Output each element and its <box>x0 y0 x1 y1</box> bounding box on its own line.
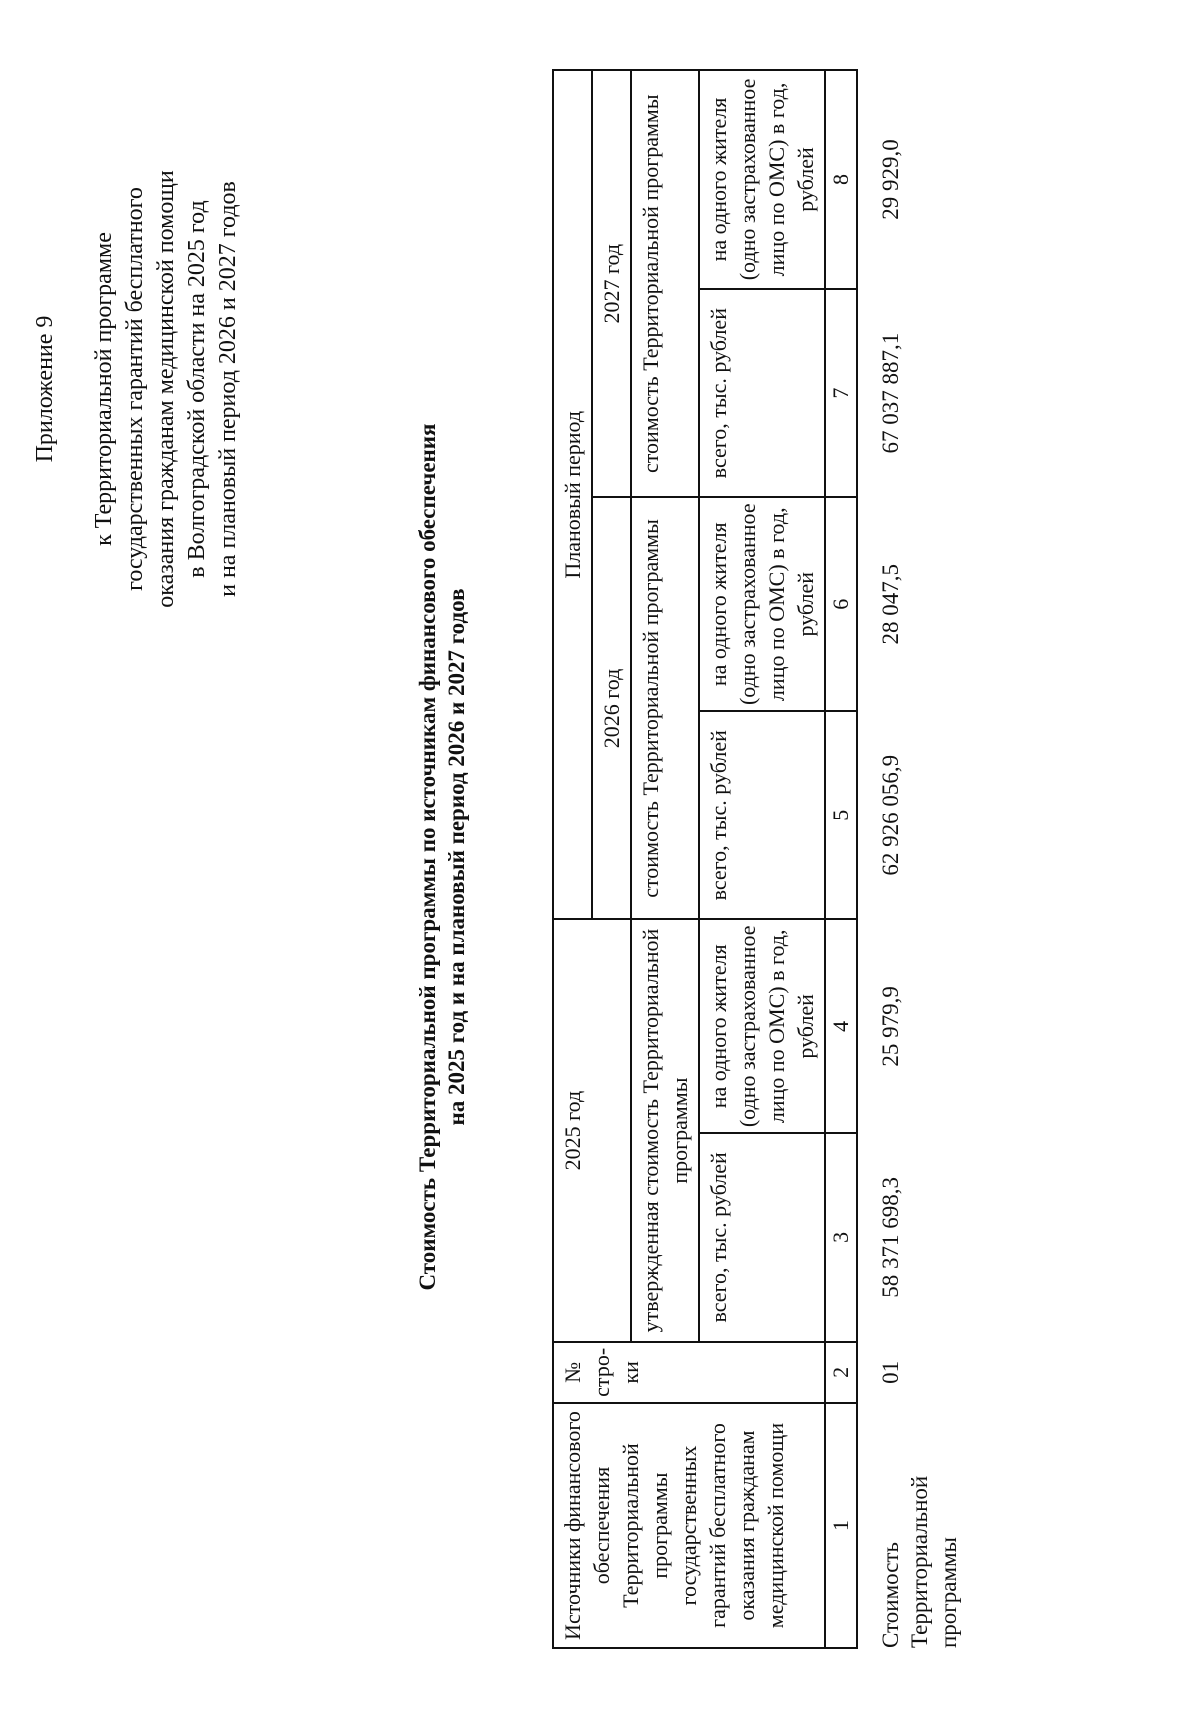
header-planned-period: Плановый период <box>553 70 592 920</box>
title-line-1: Стоимость Территориальной программы по источникам финансового обеспечения <box>415 423 440 1291</box>
document-title <box>413 0 471 1714</box>
column-number: 7 <box>825 289 857 497</box>
column-number: 2 <box>825 1342 857 1403</box>
column-number: 3 <box>825 1133 857 1341</box>
header-total-2025: всего, тыс. рублей <box>699 1133 825 1341</box>
column-numbers-row <box>825 70 857 1648</box>
table-row <box>857 70 967 1648</box>
header-approved-cost: утвержденная стоимость Территориальной программы <box>631 920 699 1342</box>
appendix-line: к Территориальной программе <box>91 232 117 546</box>
cost-table <box>552 69 967 1649</box>
appendix-line: государственных гарантий бесплатного <box>122 187 148 591</box>
header-per-capita-2027: на одного жителя (одно застрахованное лицо по ОМС) в год, рублей <box>699 70 825 289</box>
header-year-2025: 2025 год <box>553 920 631 1342</box>
column-number: 8 <box>825 70 857 289</box>
header-per-capita-2025: на одного жителя (одно застрахованное лицо по ОМС) в год, рублей <box>699 920 825 1134</box>
row-label: Стоимость Территориальной программы <box>878 1475 961 1648</box>
column-number: 1 <box>825 1403 857 1648</box>
cell-per-capita-2025: 25 979,9 <box>878 986 903 1067</box>
appendix-line: и на плановый период 2026 и 2027 годов <box>215 181 241 597</box>
header-per-capita-2026: на одного жителя (одно застрахованное лицо по ОМС) в год, рублей <box>699 497 825 711</box>
header-cost-2026: стоимость Территориальной программы <box>631 497 699 919</box>
title-line-2: на 2025 год и на плановый период 2026 и 2027 годов <box>444 588 469 1126</box>
column-number: 4 <box>825 920 857 1134</box>
cell-total-2025: 58 371 698,3 <box>878 1177 903 1298</box>
appendix-block <box>30 89 244 689</box>
appendix-line: в Волгоградской области на 2025 год <box>184 200 210 578</box>
header-total-2026: всего, тыс. рублей <box>699 711 825 919</box>
header-sources: Источники финансового обеспечения Территориальной программы государственных гарантий бесплатного оказания гражданам медицинской помощи <box>553 1403 825 1648</box>
cell-total-2026: 62 926 056,9 <box>878 754 903 876</box>
cell-per-capita-2027: 29 929,0 <box>878 139 903 220</box>
header-cost-2027: стоимость Территориальной программы <box>631 70 699 497</box>
cell-total-2027: 67 037 887,1 <box>878 332 903 454</box>
cell-per-capita-2026: 28 047,5 <box>878 563 903 645</box>
row-number: 01 <box>878 1360 903 1384</box>
header-row-number: № стро-ки <box>553 1342 825 1403</box>
header-year-2027: 2027 год <box>592 70 631 497</box>
appendix-caption: Приложение 9 <box>32 315 58 463</box>
header-total-2027: всего, тыс. рублей <box>699 289 825 497</box>
appendix-line: оказания гражданам медицинской помощи <box>153 170 179 608</box>
header-year-2026: 2026 год <box>592 497 631 919</box>
column-number: 6 <box>825 497 857 711</box>
column-number: 5 <box>825 711 857 919</box>
